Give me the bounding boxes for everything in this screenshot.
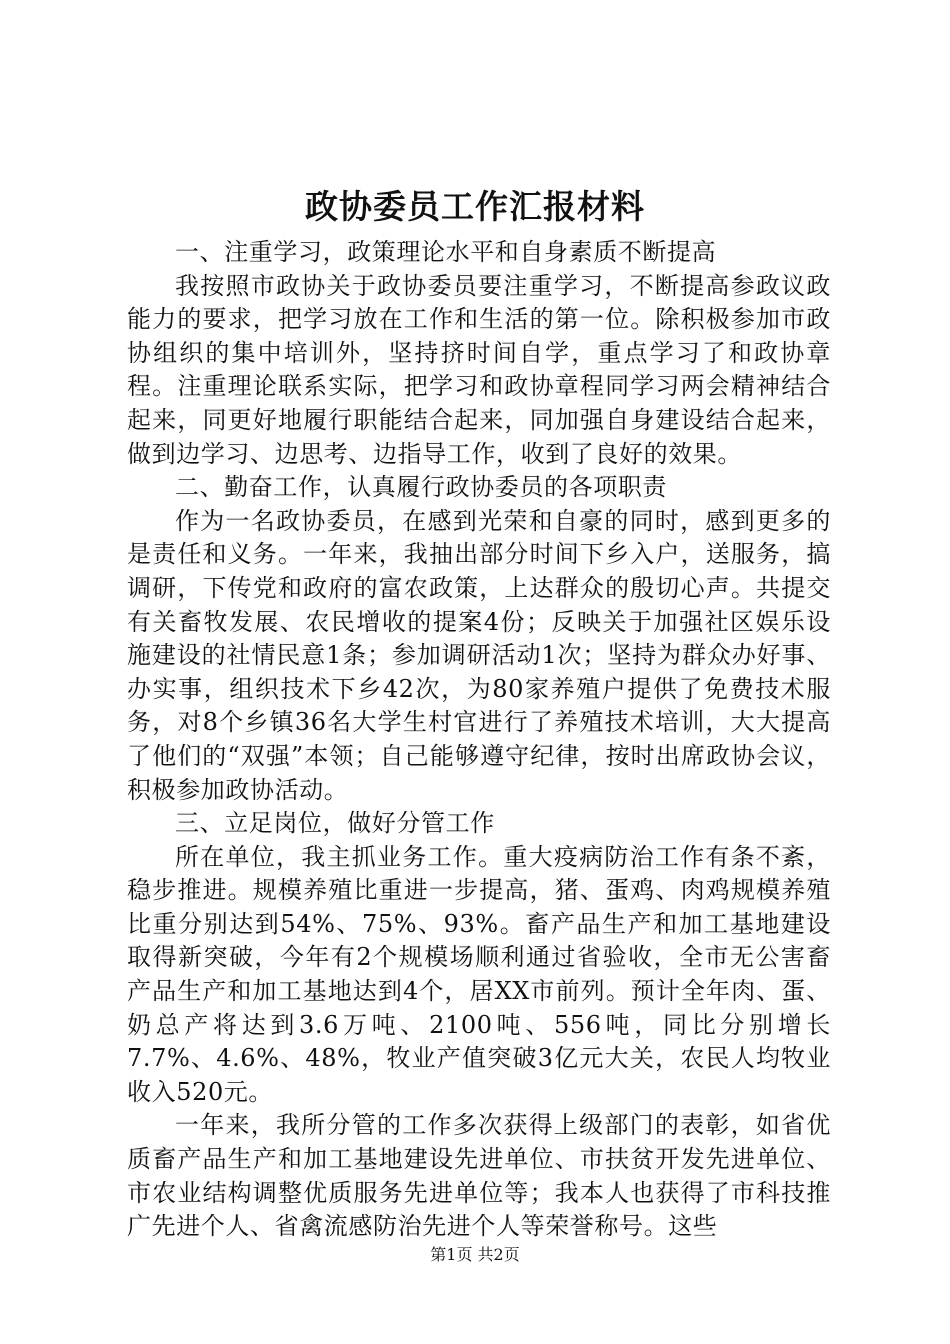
section-heading-2: 二、勤奋工作，认真履行政协委员的各项职责 bbox=[175, 473, 667, 502]
paragraph-4: 一年来，我所分管的工作多次获得上级部门的表彰，如省优质畜产品生产和加工基地建设先进单位、市扶贫开发先进单位、市农业结构调整优质服务先进单位等；我本人也获得了市科技推广先进个人、省禽流感防治先进个人等荣誉称号。这些 bbox=[127, 1111, 831, 1241]
paragraph-2: 作为一名政协委员，在感到光荣和自豪的同时，感到更多的是责任和义务。一年来，我抽出部分时间下乡入户，送服务，搞调研，下传党和政府的富农政策，上达群众的殷切心声。共提交有关畜牧发展、农民增收的提案4份；反映关于加强社区娱乐设施建设的社情民意1条；参加调研活动1次；坚持为群众办好事、办实事，组织技术下乡42次，为80家养殖户提供了免费技术服务，对8个乡镇36名大学生村官进行了养殖技术培训，大大提高了他们的“双强”本领；自己能够遵守纪律，按时出席政协会议，积极参加政协活动。 bbox=[127, 506, 831, 804]
page-footer: 第1页 共2页 bbox=[430, 1245, 520, 1264]
paragraph-1: 我按照市政协关于政协委员要注重学习，不断提高参政议政能力的要求，把学习放在工作和生活的第一位。除积极参加市政协组织的集中培训外，坚持挤时间自学，重点学习了和政协章程。注重理论联系实际，把学习和政协章程同学习两会精神结合起来，同更好地履行职能结合起来，同加强自身建设结合起来，做到边学习、边思考、边指导工作，收到了良好的效果。 bbox=[127, 271, 831, 468]
section-heading-1: 一、注重学习，政策理论水平和自身素质不断提高 bbox=[175, 238, 717, 266]
document-body bbox=[127, 236, 831, 1244]
document-title: 政协委员工作汇报材料 bbox=[305, 187, 645, 226]
section-heading-3: 三、立足岗位，做好分管工作 bbox=[175, 809, 495, 838]
paragraph-3: 所在单位，我主抓业务工作。重大疫病防治工作有条不紊，稳步推进。规模养殖比重进一步提高，猪、蛋鸡、肉鸡规模养殖比重分别达到54%、75%、93%。畜产品生产和加工基地建设取得新突破，今年有2个规模场顺利通过省验收，全市无公害畜产品生产和加工基地达到4个，居XX市前列。预计全年肉、蛋、奶总产将达到3.6万吨、2100吨、556吨，同比分别增长7.7%、4.6%、48%，牧业产值突破3亿元大关，农民人均牧业收入520元。 bbox=[127, 842, 831, 1106]
